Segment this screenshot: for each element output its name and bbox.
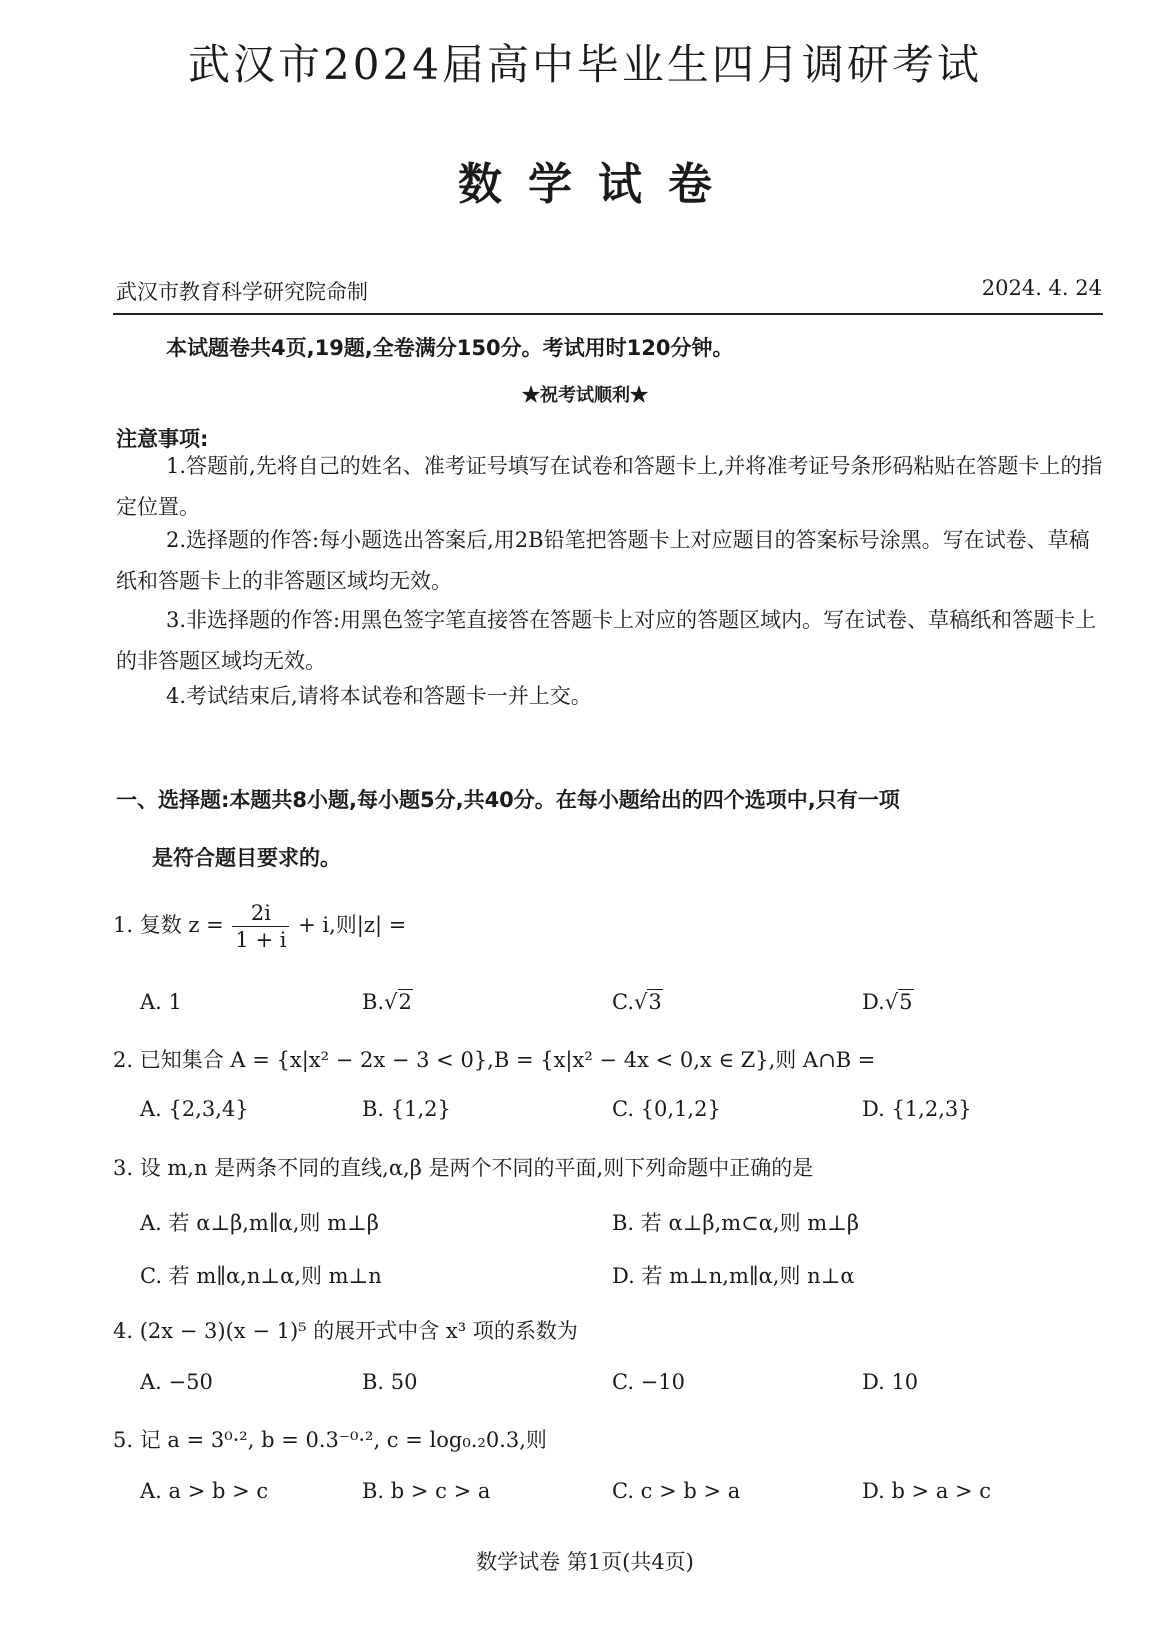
section-heading (116, 771, 1106, 887)
q1-option-b-label: B. (362, 990, 385, 1014)
header-divider (113, 313, 1103, 315)
q1-fraction (232, 900, 289, 953)
q5-option-d: D. b > a > c (862, 1479, 992, 1503)
q3-option-c: C. 若 m∥α,n⊥α,则 m⊥n (140, 1264, 382, 1288)
issuer: 武汉市教育科学研究院命制 (116, 280, 368, 304)
q3-option-d: D. 若 m⊥n,m∥α,则 n⊥α (612, 1264, 855, 1288)
q1-denominator: 1 + i (235, 928, 287, 952)
q1-numerator: 2i (232, 900, 289, 927)
note-item: 1.答题前,先将自己的姓名、准考证号填写在试卷和答题卡上,并将准考证号条形码粘贴在答题卡上的指定位置。 (116, 454, 1103, 519)
note-item: 2.选择题的作答:每小题选出答案后,用2B铅笔把答题卡上对应题目的答案标号涂黑。写在试卷、草稿纸和答题卡上的非答题区域均无效。 (116, 528, 1090, 593)
good-luck-text: ★祝考试顺利★ (522, 385, 648, 406)
q1-option-b-radicand: 2 (398, 990, 412, 1014)
q1-option-c: C.√3 (612, 990, 662, 1014)
q2-option-b: B. {1,2} (362, 1097, 451, 1121)
subject-title: 数学试卷 (458, 159, 738, 210)
page-footer: 数学试卷 第1页(共4页) (476, 1550, 694, 1574)
question-5: 5. 记 a = 3⁰·², b = 0.3⁻⁰·², c = log₀.₂0.3,则 (113, 1428, 547, 1452)
q1-option-c-radicand: 3 (648, 990, 662, 1014)
q3-option-b: B. 若 α⊥β,m⊂α,则 m⊥β (612, 1211, 860, 1235)
q4-option-a: A. −50 (140, 1370, 213, 1394)
q4-option-b: B. 50 (362, 1370, 418, 1394)
q1-option-b: B.√2 (362, 990, 412, 1014)
question-1 (113, 900, 406, 953)
q5-option-a: A. a > b > c (140, 1479, 269, 1503)
note-item: 4.考试结束后,请将本试卷和答题卡一并上交。 (166, 684, 592, 708)
q4-option-c: C. −10 (612, 1370, 685, 1394)
q2-option-a: A. {2,3,4} (140, 1097, 249, 1121)
q5-option-c: C. c > b > a (612, 1479, 741, 1503)
q1-suffix: + i,则|z| = (298, 913, 407, 937)
question-2: 2. 已知集合 A = {x|x² − 2x − 3 < 0},B = {x|x² − 4x < 0,x ∈ Z},则 A∩B = (113, 1048, 876, 1072)
section-heading-line2: 是符合题目要求的。 (152, 846, 341, 870)
q1-option-d: D.√5 (862, 990, 913, 1014)
q3-option-a: A. 若 α⊥β,m∥α,则 m⊥β (140, 1211, 379, 1235)
note-item: 3.非选择题的作答:用黑色签字笔直接答在答题卡上对应的答题区域内。写在试卷、草稿纸和答题卡上的非答题区域均无效。 (116, 608, 1097, 673)
q2-option-d: D. {1,2,3} (862, 1097, 972, 1121)
q1-option-c-label: C. (612, 990, 634, 1014)
q1-option-a: A. 1 (140, 990, 182, 1014)
exam-title: 武汉市2024届高中毕业生四月调研考试 (188, 40, 982, 89)
exam-date: 2024. 4. 24 (981, 276, 1102, 300)
q1-option-d-radicand: 5 (899, 990, 913, 1014)
question-3: 3. 设 m,n 是两条不同的直线,α,β 是两个不同的平面,则下列命题中正确的是 (113, 1156, 814, 1180)
q4-option-d: D. 10 (862, 1370, 919, 1394)
intro-text: 本试题卷共4页,19题,全卷满分150分。考试用时120分钟。 (166, 336, 734, 360)
q2-option-c: C. {0,1,2} (612, 1097, 721, 1121)
q5-option-b: B. b > c > a (362, 1479, 491, 1503)
q1-prefix: 1. 复数 z = (113, 913, 224, 937)
notes-title: 注意事项: (116, 427, 209, 451)
q1-option-d-label: D. (862, 990, 885, 1014)
section-heading-line1: 一、选择题:本题共8小题,每小题5分,共40分。在每小题给出的四个选项中,只有一项 (116, 788, 900, 812)
question-4: 4. (2x − 3)(x − 1)⁵ 的展开式中含 x³ 项的系数为 (113, 1319, 578, 1343)
